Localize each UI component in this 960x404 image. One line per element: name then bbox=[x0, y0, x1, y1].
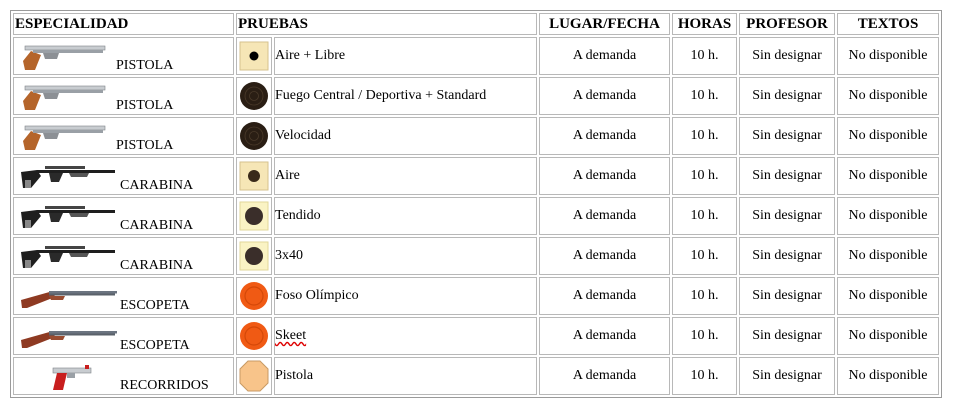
table-row bbox=[13, 197, 939, 235]
header-textos: TEXTOS bbox=[837, 13, 939, 35]
practical-pistol-icon bbox=[19, 362, 119, 392]
precision-target-icon bbox=[239, 121, 269, 151]
especialidad-label: CARABINA bbox=[120, 178, 194, 193]
horas-cell: 10 h. bbox=[672, 37, 737, 75]
horas-cell: 10 h. bbox=[672, 197, 737, 235]
target-cell bbox=[236, 77, 272, 115]
rifle-target-icon bbox=[239, 241, 269, 271]
target-cell bbox=[236, 357, 272, 395]
prueba-text: Skeet bbox=[275, 328, 307, 343]
table-row bbox=[13, 37, 939, 75]
table-row bbox=[13, 317, 939, 355]
profesor-cell: Sin designar bbox=[739, 77, 835, 115]
octagon-target-icon bbox=[239, 360, 269, 392]
precision-target-icon bbox=[239, 81, 269, 111]
header-row bbox=[13, 13, 939, 35]
lugar-fecha-cell: A demanda bbox=[539, 317, 670, 355]
air-pistol-icon bbox=[19, 122, 109, 152]
especialidad-cell bbox=[13, 317, 234, 355]
lugar-fecha-cell: A demanda bbox=[539, 197, 670, 235]
target-cell bbox=[236, 37, 272, 75]
lugar-fecha-cell: A demanda bbox=[539, 277, 670, 315]
especialidad-label: CARABINA bbox=[120, 258, 194, 273]
textos-cell: No disponible bbox=[837, 77, 939, 115]
lugar-fecha-cell: A demanda bbox=[539, 37, 670, 75]
prueba-cell: Velocidad bbox=[274, 117, 537, 155]
header-horas: HORAS bbox=[672, 13, 737, 35]
air-pistol-icon bbox=[19, 42, 109, 72]
rifle-icon bbox=[19, 242, 119, 272]
prueba-cell: Aire bbox=[274, 157, 537, 195]
horas-cell: 10 h. bbox=[672, 277, 737, 315]
profesor-cell: Sin designar bbox=[739, 197, 835, 235]
especialidad-label: ESCOPETA bbox=[120, 338, 190, 353]
prueba-cell: Foso Olímpico bbox=[274, 277, 537, 315]
especialidad-cell bbox=[13, 357, 234, 395]
table-row bbox=[13, 357, 939, 395]
lugar-fecha-cell: A demanda bbox=[539, 357, 670, 395]
target-cell bbox=[236, 237, 272, 275]
rifle-target-icon bbox=[239, 201, 269, 231]
textos-cell: No disponible bbox=[837, 157, 939, 195]
especialidad-label: PISTOLA bbox=[116, 138, 174, 153]
profesor-cell: Sin designar bbox=[739, 317, 835, 355]
textos-cell: No disponible bbox=[837, 357, 939, 395]
horas-cell: 10 h. bbox=[672, 357, 737, 395]
horas-cell: 10 h. bbox=[672, 157, 737, 195]
textos-cell: No disponible bbox=[837, 37, 939, 75]
rifle-icon bbox=[19, 202, 119, 232]
lugar-fecha-cell: A demanda bbox=[539, 157, 670, 195]
especialidad-cell bbox=[13, 157, 234, 195]
rifle-air-target-icon bbox=[239, 161, 269, 191]
table-row bbox=[13, 237, 939, 275]
profesor-cell: Sin designar bbox=[739, 157, 835, 195]
header-especialidad: ESPECIALIDAD bbox=[13, 13, 234, 35]
especialidad-label: RECORRIDOS bbox=[120, 378, 209, 393]
target-cell bbox=[236, 317, 272, 355]
prueba-cell: Aire + Libre bbox=[274, 37, 537, 75]
especialidad-cell bbox=[13, 37, 234, 75]
especialidad-cell bbox=[13, 277, 234, 315]
textos-cell: No disponible bbox=[837, 117, 939, 155]
table-row bbox=[13, 117, 939, 155]
horas-cell: 10 h. bbox=[672, 317, 737, 355]
header-profesor: PROFESOR bbox=[739, 13, 835, 35]
especialidad-cell bbox=[13, 77, 234, 115]
header-pruebas: PRUEBAS bbox=[236, 13, 537, 35]
rifle-icon bbox=[19, 162, 119, 192]
especialidad-cell bbox=[13, 237, 234, 275]
courses-table bbox=[10, 10, 942, 398]
textos-cell: No disponible bbox=[837, 197, 939, 235]
horas-cell: 10 h. bbox=[672, 237, 737, 275]
lugar-fecha-cell: A demanda bbox=[539, 237, 670, 275]
profesor-cell: Sin designar bbox=[739, 237, 835, 275]
textos-cell: No disponible bbox=[837, 237, 939, 275]
especialidad-label: CARABINA bbox=[120, 218, 194, 233]
shotgun-icon bbox=[19, 322, 119, 352]
especialidad-cell bbox=[13, 197, 234, 235]
horas-cell: 10 h. bbox=[672, 77, 737, 115]
horas-cell: 10 h. bbox=[672, 117, 737, 155]
prueba-cell: Fuego Central / Deportiva + Standard bbox=[274, 77, 537, 115]
prueba-cell: Pistola bbox=[274, 357, 537, 395]
especialidad-cell bbox=[13, 117, 234, 155]
target-cell bbox=[236, 157, 272, 195]
header-lugar-fecha: LUGAR/FECHA bbox=[539, 13, 670, 35]
table-row bbox=[13, 77, 939, 115]
lugar-fecha-cell: A demanda bbox=[539, 117, 670, 155]
prueba-cell bbox=[274, 317, 537, 355]
target-cell bbox=[236, 117, 272, 155]
especialidad-label: ESCOPETA bbox=[120, 298, 190, 313]
prueba-cell: Tendido bbox=[274, 197, 537, 235]
table-row bbox=[13, 277, 939, 315]
air-pistol-icon bbox=[19, 82, 109, 112]
shotgun-icon bbox=[19, 282, 119, 312]
target-cell bbox=[236, 197, 272, 235]
pistol-air-target-icon bbox=[239, 41, 269, 71]
profesor-cell: Sin designar bbox=[739, 357, 835, 395]
prueba-cell: 3x40 bbox=[274, 237, 537, 275]
profesor-cell: Sin designar bbox=[739, 37, 835, 75]
especialidad-label: PISTOLA bbox=[116, 58, 174, 73]
table-row bbox=[13, 157, 939, 195]
profesor-cell: Sin designar bbox=[739, 117, 835, 155]
especialidad-label: PISTOLA bbox=[116, 98, 174, 113]
lugar-fecha-cell: A demanda bbox=[539, 77, 670, 115]
textos-cell: No disponible bbox=[837, 317, 939, 355]
clay-target-icon bbox=[239, 281, 269, 311]
textos-cell: No disponible bbox=[837, 277, 939, 315]
target-cell bbox=[236, 277, 272, 315]
profesor-cell: Sin designar bbox=[739, 277, 835, 315]
clay-target-icon bbox=[239, 321, 269, 351]
